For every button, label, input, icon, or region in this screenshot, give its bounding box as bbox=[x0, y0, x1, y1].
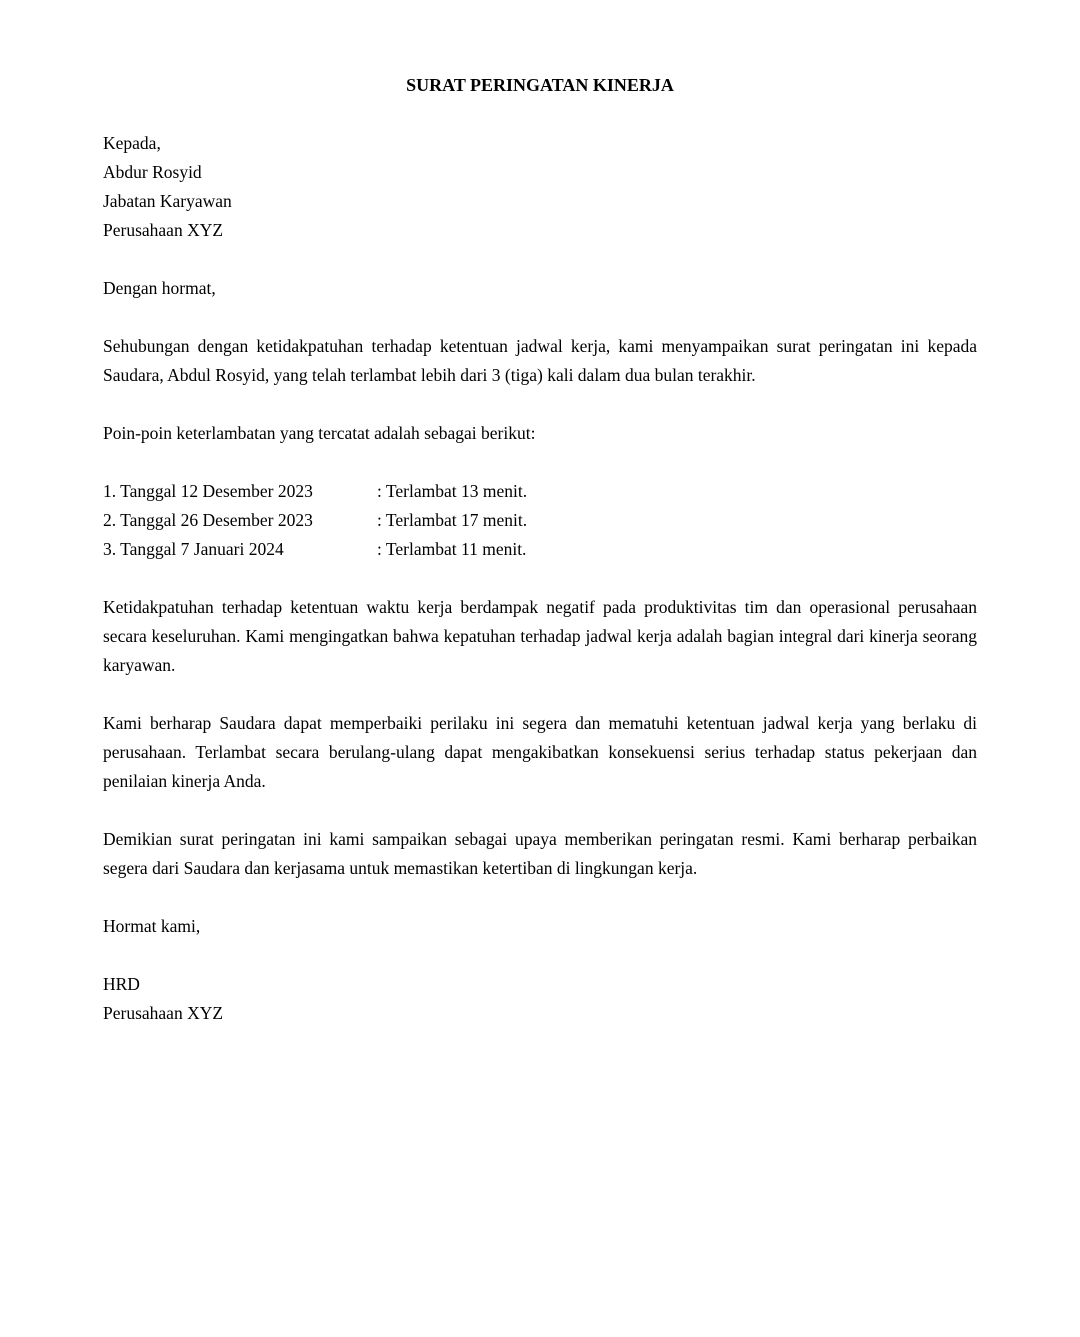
closing: Hormat kami, bbox=[103, 916, 201, 936]
paragraph-conclusion: Demikian surat peringatan ini kami sampaikan sebagai upaya memberikan peringatan resmi. Kami berharap perbaikan segera dari Saudara dan kerjasama untuk memastikan ketertiban di lingkungan kerja. bbox=[103, 829, 977, 878]
paragraph-introduction: Sehubungan dengan ketidakpatuhan terhadap ketentuan jadwal kerja, kami menyampaikan surat peringatan ini kepada Saudara, Abdul Rosyid, yang telah terlambat lebih dari 3 (tiga) kali dalam dua bulan terakhir. bbox=[103, 336, 977, 385]
paragraph-impact: Ketidakpatuhan terhadap ketentuan waktu kerja berdampak negatif pada produktivitas tim dan operasional perusahaan secara keseluruhan. Kami mengingatkan bahwa kepatuhan terhadap jadwal kerja adalah bagian integral dari kinerja seorang karyawan. bbox=[103, 597, 977, 675]
letter-title: SURAT PERINGATAN KINERJA bbox=[406, 75, 674, 95]
record-date: 2. Tanggal 26 Desember 2023 bbox=[103, 510, 313, 530]
record-detail: : Terlambat 11 menit. bbox=[377, 539, 527, 559]
record-date: 1. Tanggal 12 Desember 2023 bbox=[103, 481, 313, 501]
record-detail: : Terlambat 17 menit. bbox=[377, 510, 528, 530]
record-row-1 bbox=[103, 477, 977, 506]
recipient-line-position: Jabatan Karyawan bbox=[103, 191, 232, 211]
recipient-block bbox=[103, 129, 977, 245]
signature-block bbox=[103, 970, 977, 1028]
record-date: 3. Tanggal 7 Januari 2024 bbox=[103, 539, 284, 559]
record-row-2 bbox=[103, 506, 977, 535]
paragraph-expectation: Kami berharap Saudara dapat memperbaiki perilaku ini segera dan mematuhi ketentuan jadwal kerja yang berlaku di perusahaan. Terlambat secara berulang-ulang dapat mengakibatkan konsekuensi serius terhadap status pekerjaan dan penilaian kinerja Anda. bbox=[103, 713, 977, 791]
recipient-line-name: Abdur Rosyid bbox=[103, 162, 202, 182]
recipient-line-kepada: Kepada, bbox=[103, 133, 161, 153]
recipient-line-company: Perusahaan XYZ bbox=[103, 220, 224, 240]
signature-company: Perusahaan XYZ bbox=[103, 1003, 224, 1023]
salutation: Dengan hormat, bbox=[103, 278, 216, 298]
lateness-records bbox=[103, 477, 977, 564]
signature-department: HRD bbox=[103, 974, 140, 994]
record-detail: : Terlambat 13 menit. bbox=[377, 481, 528, 501]
list-intro: Poin-poin keterlambatan yang tercatat adalah sebagai berikut: bbox=[103, 423, 536, 443]
record-row-3 bbox=[103, 535, 977, 564]
